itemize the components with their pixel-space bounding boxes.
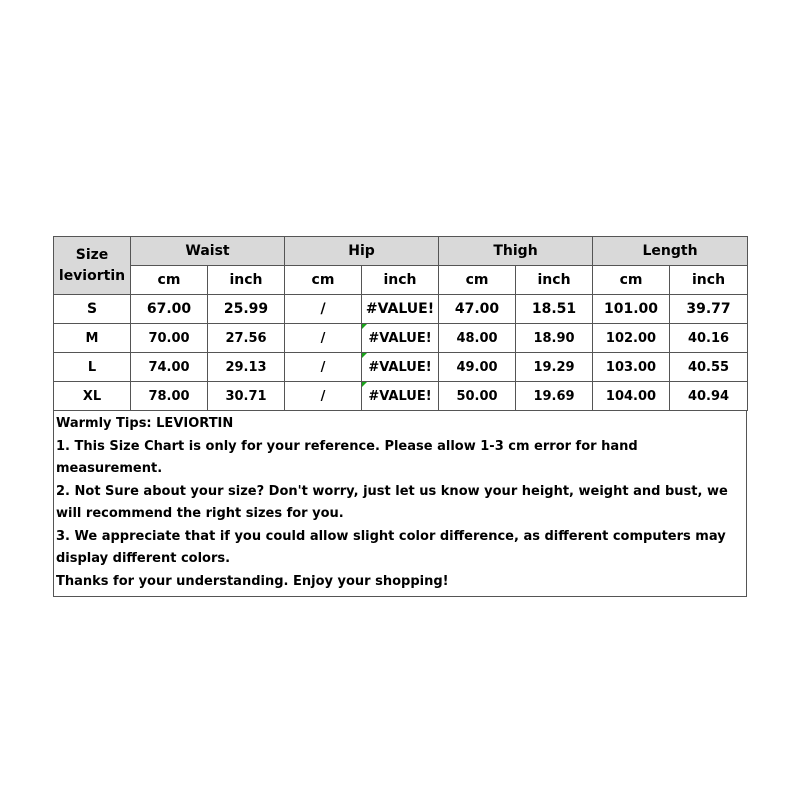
tip-item: 2. Not Sure about your size? Don't worry, just let us know your height, weight and bust, we will recommend the right sizes for you. — [56, 483, 728, 521]
table-cell: 40.55 — [670, 353, 748, 382]
tip-item: 3. We appreciate that if you could allow slight color difference, as different computers may display different colors. — [56, 528, 726, 566]
table-cell: 74.00 — [131, 353, 208, 382]
table-cell: 18.51 — [516, 295, 593, 324]
tips-box — [53, 411, 747, 597]
unit-header: inch — [208, 266, 285, 295]
table-cell: 47.00 — [439, 295, 516, 324]
table-cell: 27.56 — [208, 324, 285, 353]
table-row — [54, 382, 748, 411]
table-cell: 29.13 — [208, 353, 285, 382]
table-row — [54, 324, 748, 353]
table-cell: 50.00 — [439, 382, 516, 411]
table-cell: 103.00 — [593, 353, 670, 382]
group-header-length: Length — [593, 237, 748, 266]
unit-header: cm — [593, 266, 670, 295]
table-cell-error: #VALUE! — [362, 324, 439, 353]
table-cell: 102.00 — [593, 324, 670, 353]
size-cell: M — [54, 324, 131, 353]
table-cell: / — [285, 295, 362, 324]
table-cell: 19.69 — [516, 382, 593, 411]
size-cell: XL — [54, 382, 131, 411]
table-cell: 101.00 — [593, 295, 670, 324]
table-cell: / — [285, 382, 362, 411]
tips-closing: Thanks for your understanding. Enjoy your shopping! — [56, 573, 449, 589]
table-cell: 104.00 — [593, 382, 670, 411]
corner-label: Size leviortin — [54, 237, 131, 295]
unit-header: cm — [285, 266, 362, 295]
table-cell: / — [285, 353, 362, 382]
table-cell-error: #VALUE! — [362, 382, 439, 411]
unit-header: cm — [131, 266, 208, 295]
table-cell: 48.00 — [439, 324, 516, 353]
table-cell: #VALUE! — [362, 295, 439, 324]
table-cell: / — [285, 324, 362, 353]
header-row-groups — [54, 237, 748, 266]
unit-header: inch — [362, 266, 439, 295]
size-cell: L — [54, 353, 131, 382]
header-row-units — [54, 266, 748, 295]
table-cell: 19.29 — [516, 353, 593, 382]
table-cell: 78.00 — [131, 382, 208, 411]
table-cell: 40.16 — [670, 324, 748, 353]
unit-header: inch — [516, 266, 593, 295]
group-header-thigh: Thigh — [439, 237, 593, 266]
table-cell: 70.00 — [131, 324, 208, 353]
tip-item: 1. This Size Chart is only for your reference. Please allow 1-3 cm error for hand measurement. — [56, 438, 638, 476]
unit-header: inch — [670, 266, 748, 295]
table-cell: 18.90 — [516, 324, 593, 353]
table-cell-error: #VALUE! — [362, 353, 439, 382]
size-chart — [53, 236, 747, 597]
size-cell: S — [54, 295, 131, 324]
tips-heading: Warmly Tips: LEVIORTIN — [56, 416, 234, 431]
size-table — [53, 236, 748, 411]
table-cell: 30.71 — [208, 382, 285, 411]
table-row — [54, 295, 748, 324]
group-header-waist: Waist — [131, 237, 285, 266]
table-cell: 67.00 — [131, 295, 208, 324]
table-cell: 25.99 — [208, 295, 285, 324]
table-cell: 49.00 — [439, 353, 516, 382]
unit-header: cm — [439, 266, 516, 295]
table-row — [54, 353, 748, 382]
table-cell: 39.77 — [670, 295, 748, 324]
table-cell: 40.94 — [670, 382, 748, 411]
group-header-hip: Hip — [285, 237, 439, 266]
